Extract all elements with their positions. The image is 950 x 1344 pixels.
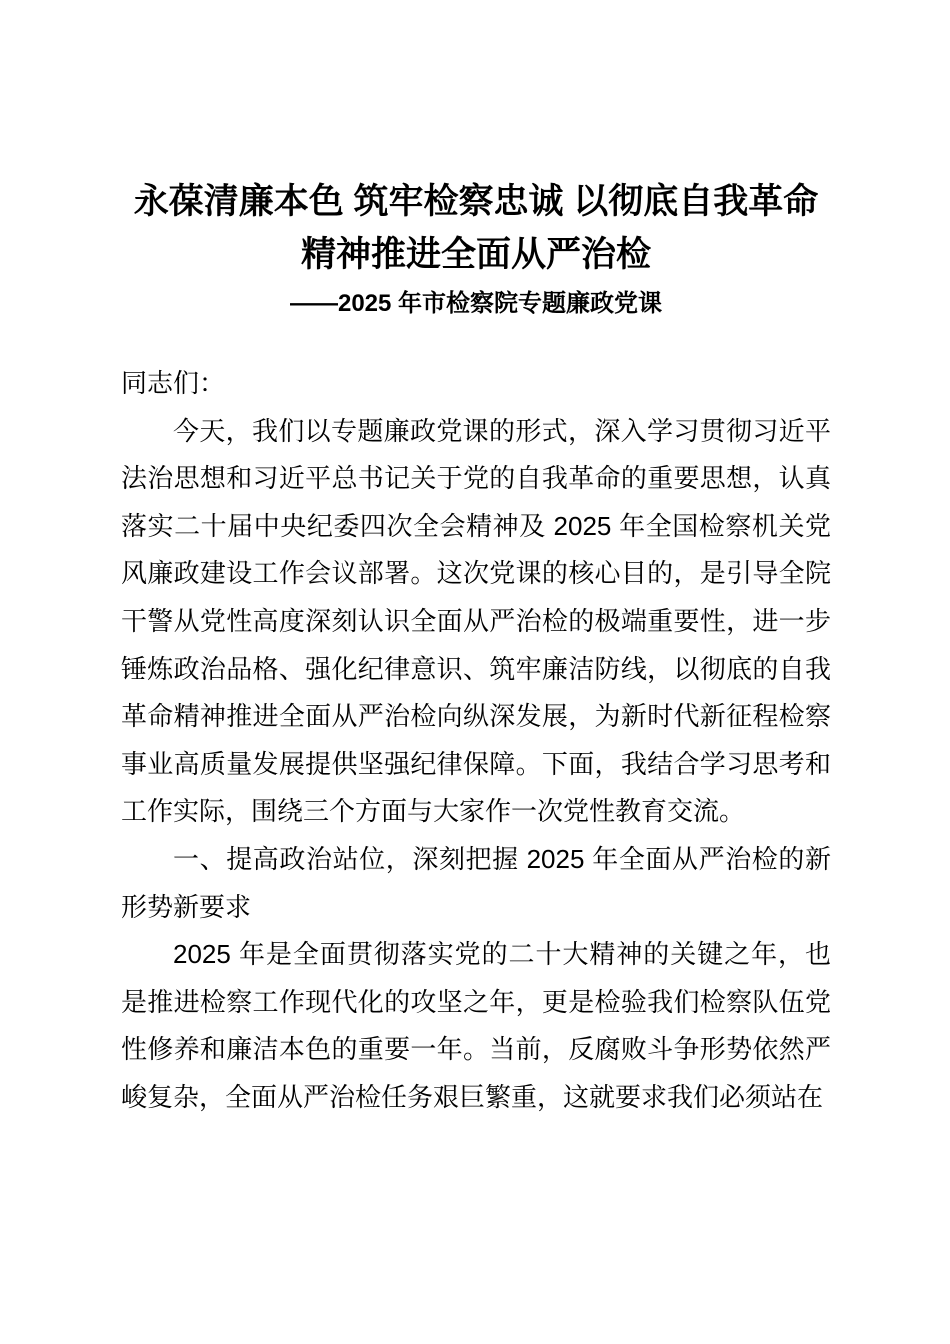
section-heading-1: 一、提高政治站位，深刻把握 2025 年全面从严治检的新形势新要求: [121, 843, 831, 922]
document-body: [121, 360, 831, 1122]
document-title: 永葆清廉本色 筑牢检察忠诚 以彻底自我革命精神推进全面从严治检: [133, 182, 819, 274]
paragraph-intro: 今天，我们以专题廉政党课的形式，深入学习贯彻习近平法治思想和习近平总书记关于党的自我革命的重要思想，认真落实二十届中央纪委四次全会精神及 2025 年全国检察机关党风廉政建设工作会议部署。这次党课的核心目的，是引导全院干警从党性高度深刻认识全面从严治检的极端重要性，进一步锤炼政治品格、强化纪律意识、筑牢廉洁防线，以彻底的自我革命精神推进全面从严治检向纵深发展，为新时代新征程检察事业高质量发展提供坚强纪律保障。下面，我结合学习思考和工作实际，围绕三个方面与大家作一次党性教育交流。: [121, 415, 831, 827]
document-subtitle: ——2025 年市检察院专题廉政党课: [289, 290, 663, 317]
paragraph-section-1-body: 2025 年是全面贯彻落实党的二十大精神的关键之年，也是推进检察工作现代化的攻坚之年，更是检验我们检察队伍党性修养和廉洁本色的重要一年。当前，反腐败斗争形势依然严峻复杂，全面从严治检任务艰巨繁重，这就要求我们必须站在: [121, 939, 831, 1112]
salutation-line: 同志们：: [121, 368, 226, 398]
